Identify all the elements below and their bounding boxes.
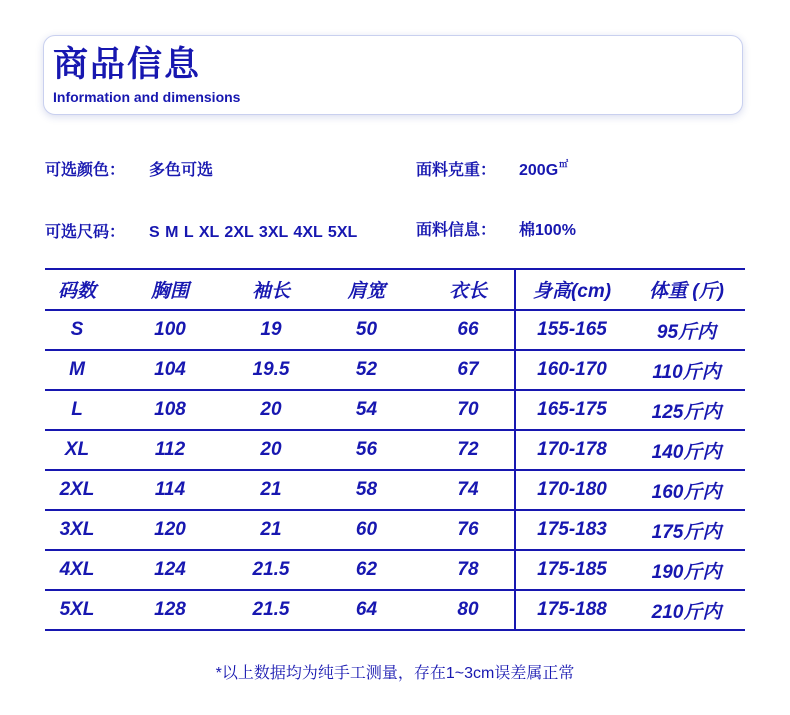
- cell-shoulder: 64: [311, 590, 422, 630]
- cell-weight: 160斤内: [628, 470, 745, 510]
- cell-size: 2XL: [45, 470, 109, 510]
- cell-weight: 125斤内: [628, 390, 745, 430]
- header-weight: 体重 (斤): [628, 269, 745, 310]
- cell-chest: 108: [109, 390, 231, 430]
- cell-height: 175-188: [515, 590, 628, 630]
- cell-sleeve: 20: [231, 430, 311, 470]
- table-row: [45, 470, 745, 510]
- cell-chest: 124: [109, 550, 231, 590]
- cell-weight: 190斤内: [628, 550, 745, 590]
- cell-size: 4XL: [45, 550, 109, 590]
- table-row: [45, 390, 745, 430]
- page-title: 商品信息: [53, 45, 202, 84]
- table-row: [45, 550, 745, 590]
- weight-label: 面料克重：: [416, 162, 497, 179]
- cell-weight: 210斤内: [628, 590, 745, 630]
- cell-height: 175-183: [515, 510, 628, 550]
- fabric-value: 棉100%: [519, 222, 576, 239]
- table-row: [45, 590, 745, 630]
- size-value: S M L XL 2XL 3XL 4XL 5XL: [149, 224, 358, 241]
- cell-length: 78: [422, 550, 515, 590]
- size-label: 可选尺码：: [45, 224, 126, 241]
- weight-unit: ㎡: [559, 159, 569, 169]
- header-chest: 胸围: [109, 269, 231, 310]
- cell-weight: 110斤内: [628, 350, 745, 390]
- cell-shoulder: 50: [311, 310, 422, 350]
- cell-sleeve: 21: [231, 510, 311, 550]
- table-header-row: [45, 269, 745, 310]
- header-length: 衣长: [422, 269, 515, 310]
- cell-shoulder: 56: [311, 430, 422, 470]
- color-label: 可选颜色：: [45, 162, 126, 179]
- cell-shoulder: 60: [311, 510, 422, 550]
- cell-chest: 104: [109, 350, 231, 390]
- fabric-label: 面料信息：: [416, 222, 497, 239]
- cell-length: 67: [422, 350, 515, 390]
- size-table: [45, 268, 745, 631]
- footer-note: *以上数据均为纯手工测量，存在1~3cm误差属正常: [215, 665, 575, 682]
- cell-weight: 95斤内: [628, 310, 745, 350]
- cell-size: L: [45, 390, 109, 430]
- cell-height: 175-185: [515, 550, 628, 590]
- cell-height: 155-165: [515, 310, 628, 350]
- cell-chest: 120: [109, 510, 231, 550]
- cell-sleeve: 19.5: [231, 350, 311, 390]
- cell-sleeve: 21.5: [231, 590, 311, 630]
- header-sleeve: 袖长: [231, 269, 311, 310]
- cell-weight: 175斤内: [628, 510, 745, 550]
- cell-height: 170-178: [515, 430, 628, 470]
- cell-weight: 140斤内: [628, 430, 745, 470]
- cell-chest: 128: [109, 590, 231, 630]
- cell-length: 74: [422, 470, 515, 510]
- cell-height: 160-170: [515, 350, 628, 390]
- cell-sleeve: 21.5: [231, 550, 311, 590]
- header-size: 码数: [45, 269, 109, 310]
- cell-chest: 114: [109, 470, 231, 510]
- cell-size: XL: [45, 430, 109, 470]
- header-card: [43, 35, 743, 115]
- cell-chest: 100: [109, 310, 231, 350]
- cell-height: 170-180: [515, 470, 628, 510]
- header-shoulder: 肩宽: [311, 269, 422, 310]
- table-row: [45, 510, 745, 550]
- cell-chest: 112: [109, 430, 231, 470]
- cell-shoulder: 54: [311, 390, 422, 430]
- table-row: [45, 350, 745, 390]
- cell-sleeve: 19: [231, 310, 311, 350]
- cell-shoulder: 62: [311, 550, 422, 590]
- cell-shoulder: 58: [311, 470, 422, 510]
- cell-size: 5XL: [45, 590, 109, 630]
- weight-value-group: [519, 161, 568, 182]
- cell-height: 165-175: [515, 390, 628, 430]
- cell-length: 72: [422, 430, 515, 470]
- cell-length: 70: [422, 390, 515, 430]
- weight-value: 200G: [519, 162, 559, 179]
- table-row: [45, 310, 745, 350]
- cell-size: 3XL: [45, 510, 109, 550]
- page-subtitle: Information and dimensions: [53, 89, 241, 105]
- cell-size: M: [45, 350, 109, 390]
- color-value: 多色可选: [149, 162, 214, 179]
- cell-sleeve: 20: [231, 390, 311, 430]
- cell-length: 66: [422, 310, 515, 350]
- cell-length: 76: [422, 510, 515, 550]
- cell-size: S: [45, 310, 109, 350]
- cell-length: 80: [422, 590, 515, 630]
- header-height: 身高(cm): [515, 269, 628, 310]
- cell-shoulder: 52: [311, 350, 422, 390]
- table-row: [45, 430, 745, 470]
- cell-sleeve: 21: [231, 470, 311, 510]
